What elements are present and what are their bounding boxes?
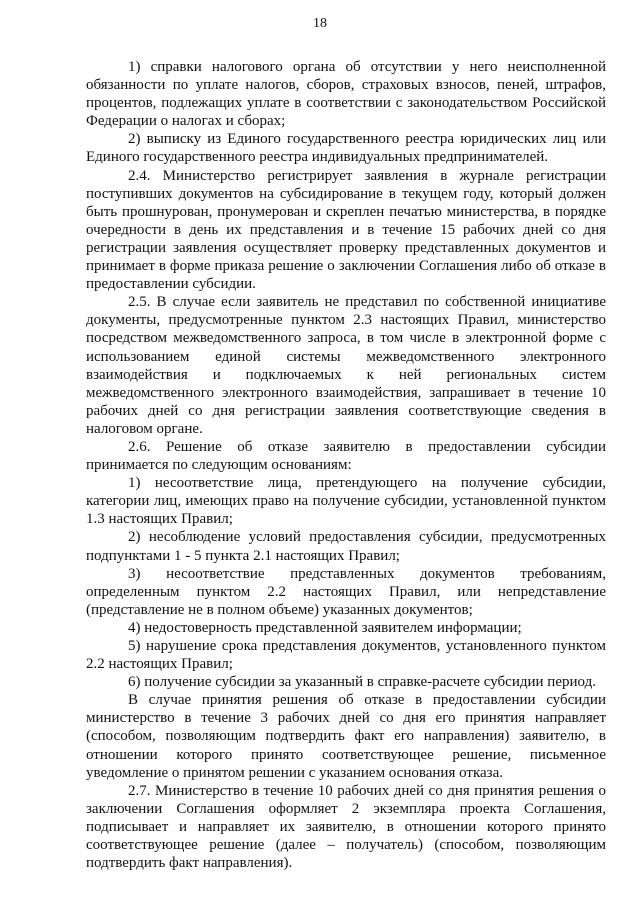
paragraph-10: 5) нарушение срока представления документов, установленного пунктом 2.2 настоящих Правил; bbox=[86, 638, 606, 673]
paragraph-9: 4) недостоверность представленной заявителем информации; bbox=[128, 619, 522, 636]
paragraph-7: 2) несоблюдение условий предоставления субсидии, предусмотренных подпунктами 1 - 5 пункта 2.1 настоящих Правил; bbox=[86, 529, 606, 564]
paragraph-12: В случае принятия решения об отказе в предоставлении субсидии министерство в течение 3 рабочих дней со дня его принятия направляет (способом, позволяющим подтвердить факт его направления) заявителю, в отношении которого принято соответствующее решение, письменное уведомление о принятом решении с указанием основания отказа. bbox=[86, 692, 606, 781]
document-body bbox=[86, 58, 606, 872]
paragraph-1: 1) справки налогового органа об отсутствии у него неисполненной обязанности по уплате налогов, сборов, страховых взносов, пеней, штрафов, процентов, подлежащих уплате в соответствии с законодательством Российской Федерации о налогах и сборах; bbox=[86, 59, 606, 130]
paragraph-5: 2.6. Решение об отказе заявителю в предоставлении субсидии принимается по следующим основаниям: bbox=[86, 438, 606, 474]
paragraph-13: 2.7. Министерство в течение 10 рабочих дней со дня принятия решения о заключении Соглашения оформляет 2 экземпляра проекта Соглашения, подписывает и направляет их заявителю, в отношении которого принято соответствующее решение (далее – получатель) (способом, позволяющим подтвердить факт направления). bbox=[86, 782, 606, 872]
paragraph-8: 3) несоответствие представленных документов требованиям, определенным пунктом 2.2 настоящих Правил, или непредставление (представление не в полном объеме) указанных документов; bbox=[86, 565, 606, 618]
paragraph-6: 1) несоответствие лица, претендующего на получение субсидии, категории лиц, имеющих право на получение субсидии, установленной пунктом 1.3 настоящих Правил; bbox=[86, 475, 606, 528]
paragraph-2: 2) выписку из Единого государственного реестра юридических лиц или Единого государственного реестра индивидуальных предпринимателей. bbox=[86, 131, 606, 166]
paragraph-11: 6) получение субсидии за указанный в справке-расчете субсидии период. bbox=[128, 674, 596, 691]
paragraph-4: 2.5. В случае если заявитель не представил по собственной инициативе документы, предусмотренные пунктом 2.3 настоящих Правил, министерство посредством межведомственного запроса, в том числе в электронной форме с использованием единой системы межведомственного электронного взаимодействия и подключаемых к ней региональных систем межведомственного электронного взаимодействия, запрашивает в течение 10 рабочих дней со дня регистрации заявления соответствующие сведения в налоговом органе. bbox=[86, 294, 606, 437]
page-number: 18 bbox=[313, 16, 327, 31]
paragraph-3: 2.4. Министерство регистрирует заявления в журнале регистрации поступивших документов на субсидирование в текущем году, который должен быть прошнурован, пронумерован и скреплен печатью министерства, в порядке очередности в день их представления и в течение 15 рабочих дней со дня регистрации заявления осуществляет проверку представленных документов и принимает в форме приказа решение о заключении Соглашения либо об отказе в предоставлении субсидии. bbox=[86, 167, 606, 293]
